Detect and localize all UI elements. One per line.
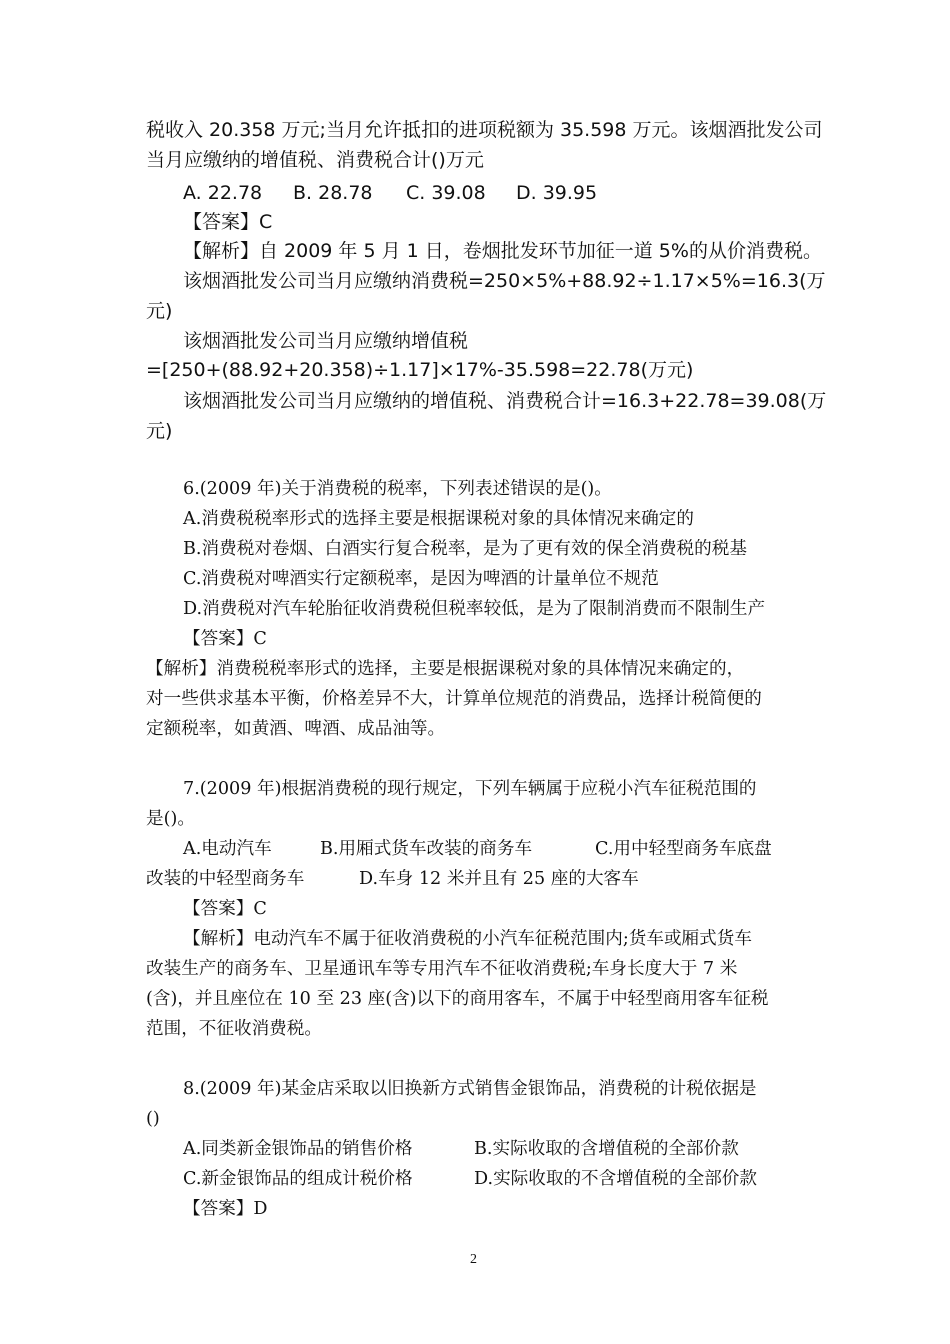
q6-option-a: A.消费税税率形式的选择主要是根据课税对象的具体情况来确定的 bbox=[183, 509, 694, 529]
q5-option-b: B. 28.78 bbox=[293, 182, 373, 204]
q8-option-b: B.实际收取的含增值税的全部价款 bbox=[474, 1139, 739, 1159]
q5-analysis: 【解析】自 2009 年 5 月 1 日，卷烟批发环节加征一道 5%的从价消费税。 bbox=[183, 240, 822, 262]
q5-calc-vat-1: 该烟酒批发公司当月应缴纳增值税 bbox=[183, 330, 469, 352]
q5-calc-consumption-tax-2: 元) bbox=[146, 300, 173, 322]
q8-option-d: D.实际收取的不含增值税的全部价款 bbox=[474, 1169, 757, 1189]
q6-answer: 【答案】C bbox=[183, 629, 267, 649]
q8-answer: 【答案】D bbox=[183, 1199, 268, 1219]
q5-calc-total-1: 该烟酒批发公司当月应缴纳的增值税、消费税合计=16.3+22.78=39.08(万 bbox=[183, 390, 827, 412]
q7-option-d: D.车身 12 米并且有 25 座的大客车 bbox=[359, 869, 639, 889]
q8-stem-line-1: 8.(2009 年)某金店采取以旧换新方式销售金银饰品，消费税的计税依据是 bbox=[183, 1079, 757, 1099]
q8-option-c: C.新金银饰品的组成计税价格 bbox=[183, 1169, 413, 1189]
q7-option-b: B.用厢式货车改装的商务车 bbox=[320, 839, 533, 859]
q6-analysis-line-2: 对一些供求基本平衡，价格差异不大，计算单位规范的消费品，选择计税简便的 bbox=[146, 689, 762, 709]
q7-analysis-line-2: 改装生产的商务车、卫星通讯车等专用汽车不征收消费税;车身长度大于 7 米 bbox=[146, 959, 738, 979]
q5-calc-consumption-tax-1: 该烟酒批发公司当月应缴纳消费税=250×5%+88.92÷1.17×5%=16.3(万 bbox=[183, 270, 826, 292]
q5-stem-line-2: 当月应缴纳的增值税、消费税合计()万元 bbox=[146, 149, 484, 171]
q5-option-d: D. 39.95 bbox=[516, 182, 598, 204]
q6-option-d: D.消费税对汽车轮胎征收消费税但税率较低，是为了限制消费而不限制生产 bbox=[183, 599, 766, 619]
q7-analysis-line-1: 【解析】电动汽车不属于征收消费税的小汽车征税范围内;货车或厢式货车 bbox=[183, 929, 752, 949]
q7-analysis-line-3: (含)，并且座位在 10 至 23 座(含)以下的商用客车，不属于中轻型商用客车征税 bbox=[146, 989, 769, 1009]
q7-answer: 【答案】C bbox=[183, 899, 267, 919]
q7-stem-line-1: 7.(2009 年)根据消费税的现行规定，下列车辆属于应税小汽车征税范围的 bbox=[183, 779, 757, 799]
q6-analysis-line-1: 【解析】消费税税率形式的选择，主要是根据课税对象的具体情况来确定的， bbox=[146, 659, 745, 679]
q6-analysis-line-3: 定额税率，如黄酒、啤酒、成品油等。 bbox=[146, 719, 446, 739]
q7-analysis-line-4: 范围，不征收消费税。 bbox=[146, 1019, 322, 1039]
q5-calc-total-2: 元) bbox=[146, 420, 173, 442]
page-number: 2 bbox=[470, 1252, 477, 1267]
q5-stem-line-1: 税收入 20.358 万元;当月允许抵扣的进项税额为 35.598 万元。该烟酒批发公司 bbox=[146, 119, 823, 141]
q7-stem-line-2: 是()。 bbox=[146, 809, 195, 829]
q6-option-c: C.消费税对啤酒实行定额税率，是因为啤酒的计量单位不规范 bbox=[183, 569, 659, 589]
q6-stem: 6.(2009 年)关于消费税的税率，下列表述错误的是()。 bbox=[183, 479, 612, 499]
q7-option-c: C.用中轻型商务车底盘 bbox=[595, 839, 772, 859]
q5-answer: 【答案】C bbox=[183, 211, 273, 233]
q6-option-b: B.消费税对卷烟、白酒实行复合税率，是为了更有效的保全消费税的税基 bbox=[183, 539, 747, 559]
q8-stem-line-2: () bbox=[146, 1109, 160, 1129]
q5-option-c: C. 39.08 bbox=[406, 182, 486, 204]
q7-option-a: A.电动汽车 bbox=[183, 839, 272, 859]
q8-option-a: A.同类新金银饰品的销售价格 bbox=[183, 1139, 413, 1159]
q7-option-c-cont: 改装的中轻型商务车 bbox=[146, 869, 305, 889]
q5-option-a: A. 22.78 bbox=[183, 182, 263, 204]
q5-calc-vat-2: =[250+(88.92+20.358)÷1.17]×17%-35.598=22.78(万元) bbox=[146, 359, 694, 381]
